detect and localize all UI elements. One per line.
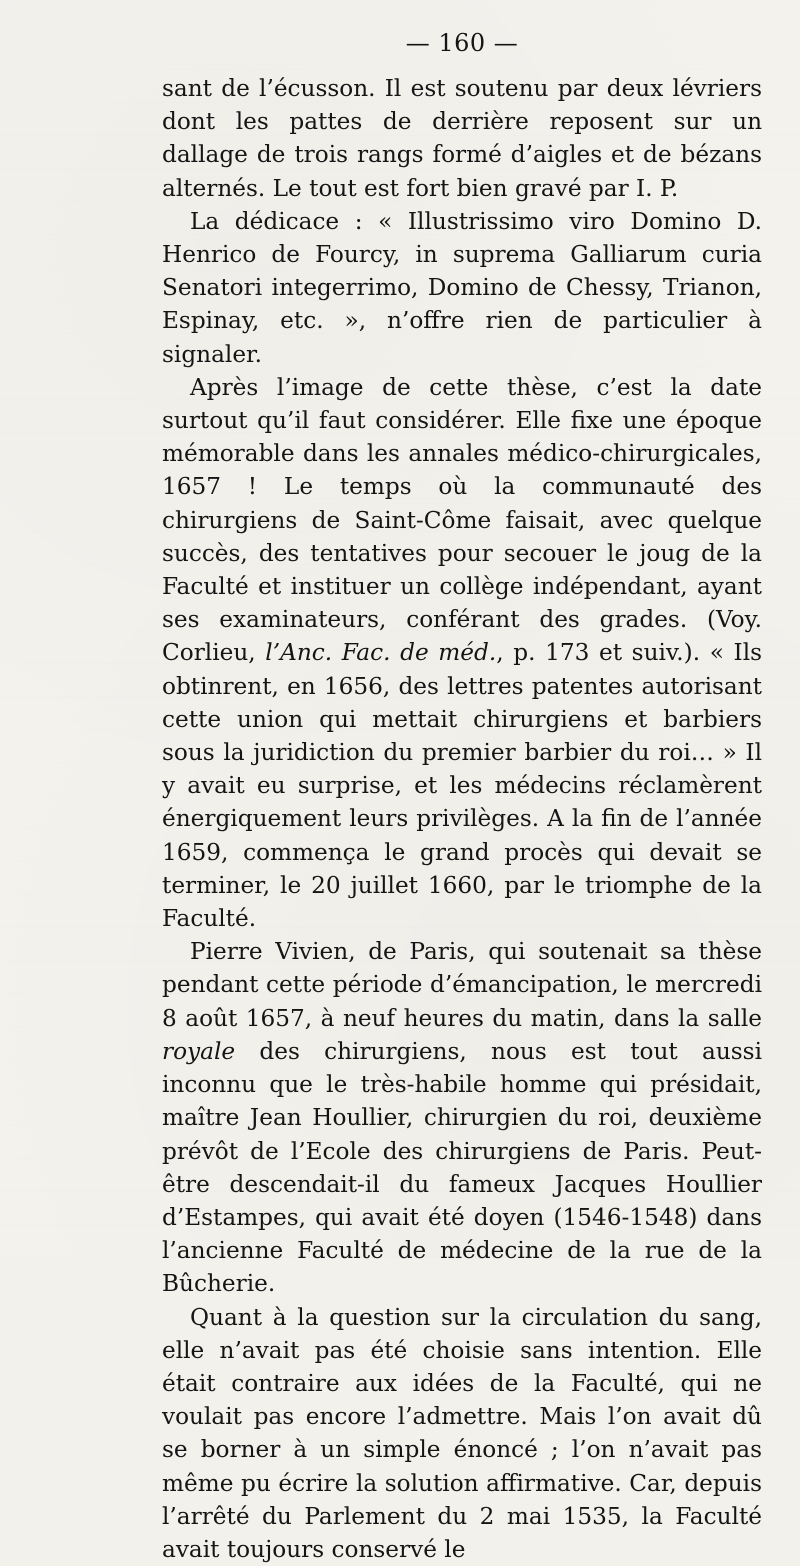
paragraph-date-context bbox=[162, 371, 762, 935]
paragraph-text-after-emphasis: des chirurgiens, nous est tout aussi inconnu que le très-habile homme qui présidait, maître Jean Houllier, chirurgien du roi, deuxième prévôt de l’Ecole des chirurgiens de Paris. Peut-être descendait-il du fameux Jacques Houllier d’Estampes, qui avait été doyen (1546-1548) dans l’ancienne Faculté de médecine de la rue de la Bûcherie. bbox=[162, 1037, 762, 1298]
paragraph-dedication bbox=[162, 205, 762, 371]
paragraph-text: Quant à la question sur la circulation du sang, elle n’avait pas été choisie sans intention. Elle était contraire aux idées de la Faculté, qui ne voulait pas encore l’admettre. Mais l’on avait dû se borner à un simple énoncé ; l’on n’avait pas même pu écrire la solution affirmative. Car, depuis l’arrêté du Parlement du 2 mai 1535, la Faculté avait toujours conservé le bbox=[162, 1303, 762, 1563]
body-text bbox=[162, 72, 762, 1566]
paragraph-continuation bbox=[162, 72, 762, 205]
page-number: — 160 — bbox=[405, 29, 519, 57]
paragraph-pierre-vivien bbox=[162, 935, 762, 1300]
paragraph-text: La dédicace : « Illustrissimo viro Domino D. Henrico de Fourcy, in suprema Galliarum curia Senatori integerrimo, Domino de Chessy, Trianon, Espinay, etc. », n’offre rien de particulier à signaler. bbox=[162, 207, 762, 368]
reference-title: l’Anc. Fac. de méd. bbox=[265, 639, 497, 667]
paragraph-text-before-emphasis: Pierre Vivien, de Paris, qui soutenait sa thèse pendant cette période d’émancipation, le mercredi 8 août 1657, à neuf heures du matin, dans la salle bbox=[162, 938, 762, 1032]
emphasized-word: royale bbox=[162, 1037, 236, 1065]
paragraph-circulation-question bbox=[162, 1301, 762, 1566]
paragraph-text: sant de l’écusson. Il est soutenu par deux lévriers dont les pattes de derrière reposent sur un dallage de trois rangs formé d’aigles et de bézans alternés. Le tout est fort bien gravé par I. P. bbox=[162, 75, 762, 202]
paragraph-text-after-reference: , p. 173 et suiv.). « Ils obtinrent, en 1656, des lettres patentes autorisant cette union qui mettait chirurgiens et barbiers sous la juridiction du premier barbier du roi… » Il y avait eu surprise, et les médecins réclamèrent énergiquement leurs privilèges. A la fin de l’année 1659, commença le grand procès qui devait se terminer, le 20 juillet 1660, par le triomphe de la Faculté. bbox=[162, 639, 763, 933]
paragraph-text-before-reference: Après l’image de cette thèse, c’est la date surtout qu’il faut considérer. Elle fixe une époque mémorable dans les annales médico-chirurgicales, 1657 ! Le temps où la communauté des chirurgiens de Saint-Côme faisait, avec quelque succès, des tentatives pour secouer le joug de la Faculté et instituer un collège indépendant, ayant ses examinateurs, conférant des grades. (Voy. Corlieu, bbox=[162, 373, 762, 667]
